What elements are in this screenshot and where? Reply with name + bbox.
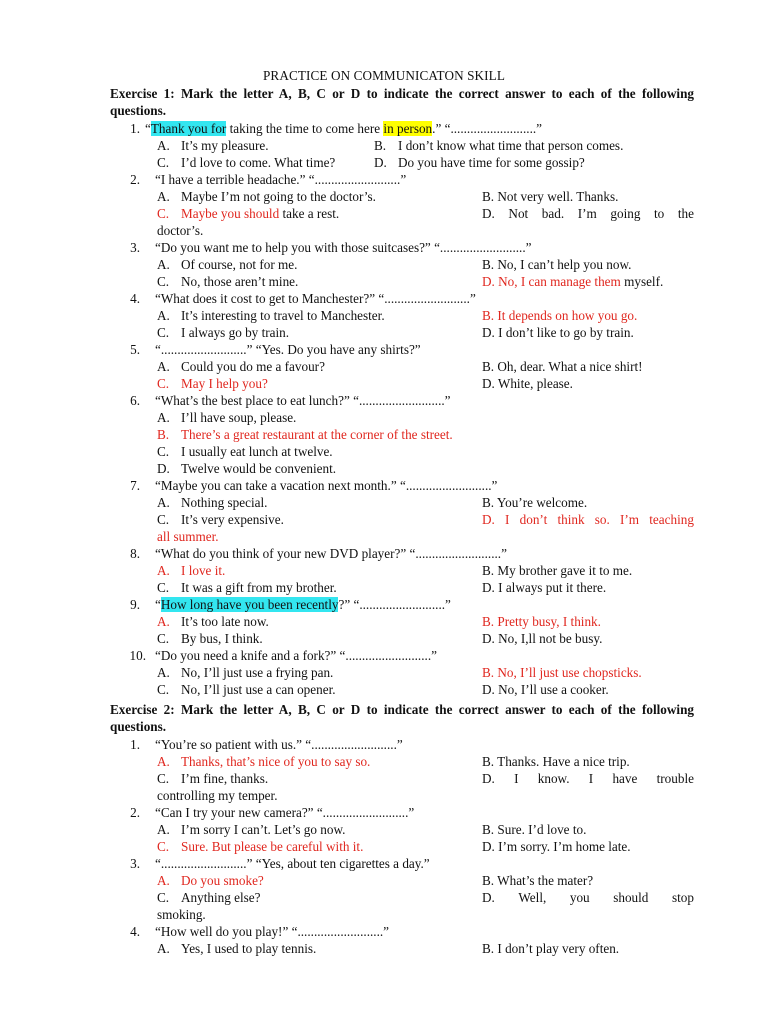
option-b	[482, 494, 587, 511]
option-a	[157, 358, 325, 375]
option-letter: C.	[157, 839, 170, 854]
option-b-correct	[482, 613, 601, 630]
word: D.	[482, 512, 495, 527]
option-letter: B.	[482, 308, 495, 323]
option-b-correct	[482, 307, 637, 324]
option-d	[482, 770, 694, 787]
option-c-correct	[157, 838, 363, 855]
word: know.	[537, 771, 570, 786]
option-c	[157, 154, 335, 171]
option-letter: C.	[157, 444, 170, 459]
option-letter: A.	[157, 359, 170, 374]
question-text: “Maybe you can take a vacation next month.” “..........................”	[155, 478, 498, 493]
question-number: 9.	[130, 597, 140, 612]
option-b	[482, 821, 586, 838]
option-a	[157, 409, 296, 426]
option-letter: A.	[157, 754, 170, 769]
question-text: “What do you think of your new DVD player?” “..........................”	[155, 546, 507, 561]
question-number: 7.	[130, 478, 140, 493]
option-letter: C.	[157, 325, 170, 340]
correct-answer-text: No, I can manage them	[498, 274, 621, 289]
page-title: PRACTICE ON COMMUNICATON SKILL	[263, 68, 505, 83]
option-text: take a rest.	[279, 206, 340, 221]
option-text: No, I’ll use a cooker.	[498, 682, 609, 697]
question-text	[145, 120, 542, 137]
option-letter: A.	[157, 941, 170, 956]
option-letter: B.	[374, 138, 387, 153]
option-letter: B.	[482, 189, 495, 204]
word: so.	[594, 512, 610, 527]
correct-answer-text: Do you smoke?	[181, 873, 264, 888]
option-text: Maybe I’m not going to the doctor’s.	[181, 189, 376, 204]
question-number: 3.	[130, 856, 140, 871]
option-text: It’s very expensive.	[181, 512, 284, 527]
option-d-continued: doctor’s.	[157, 223, 204, 238]
option-text: I don’t play very often.	[497, 941, 620, 956]
option-d-continued: controlling my temper.	[157, 788, 278, 803]
option-a	[157, 940, 316, 957]
word: D.	[482, 771, 495, 786]
option-letter: D.	[482, 631, 495, 646]
option-text: No, I’ll just use a can opener.	[181, 682, 336, 697]
question-text: “Do you want me to help you with those suitcases?” “..........................”	[155, 240, 532, 255]
option-letter: C.	[157, 890, 170, 905]
option-d	[482, 375, 573, 392]
question-text: “How well do you play!” “..........................”	[155, 924, 390, 939]
option-letter: D.	[482, 325, 495, 340]
correct-answer-text: There’s a great restaurant at the corner of the street.	[181, 427, 453, 442]
question-text: “Can I try your new camera?” “..........................”	[155, 805, 415, 820]
quote-open: “	[145, 121, 151, 136]
option-d	[482, 630, 602, 647]
question-text: “..........................” “Yes. Do you have any shirts?”	[155, 342, 421, 357]
word: Not	[508, 206, 529, 221]
word: I’m	[620, 512, 640, 527]
option-letter: A.	[157, 822, 170, 837]
option-d	[482, 273, 663, 290]
question-number: 10.	[129, 648, 146, 663]
question-text: “..........................” “Yes, about ten cigarettes a day.”	[155, 856, 430, 871]
question-number: 4.	[130, 291, 140, 306]
option-letter: C.	[157, 580, 170, 595]
option-text: Not very well. Thanks.	[497, 189, 619, 204]
option-c-correct	[157, 375, 268, 392]
option-text: You’re welcome.	[496, 495, 588, 510]
option-letter: D.	[482, 682, 495, 697]
correct-answer-text: Maybe you should	[181, 206, 280, 221]
option-text: By bus, I think.	[181, 631, 263, 646]
option-text: It’s interesting to travel to Manchester.	[181, 308, 385, 323]
correct-answer-text: No, I’ll just use chopsticks.	[497, 665, 642, 680]
option-letter: B.	[482, 563, 495, 578]
word: I	[514, 771, 519, 786]
option-letter: D.	[157, 461, 170, 476]
option-letter: A.	[157, 308, 170, 323]
option-letter: A.	[157, 410, 170, 425]
question-number: 6.	[130, 393, 140, 408]
option-text: No, I can’t help you now.	[497, 257, 632, 272]
option-letter: A.	[157, 563, 170, 578]
word: going	[610, 206, 641, 221]
option-letter: A.	[157, 873, 170, 888]
option-letter: A.	[157, 495, 170, 510]
option-text: White, please.	[497, 376, 573, 391]
option-text: I’m sorry. I’m home late.	[498, 839, 631, 854]
option-b-correct	[482, 664, 642, 681]
option-a-correct	[157, 562, 225, 579]
word: should	[613, 890, 649, 905]
question-number: 8.	[130, 546, 140, 561]
option-c	[157, 443, 333, 460]
word: don’t	[519, 512, 548, 527]
exercise2-heading: Exercise 2: Mark the letter A, B, C or D to indicate the correct answer to each of the following questions.	[110, 702, 694, 734]
option-text: No, I,ll not be busy.	[498, 631, 603, 646]
option-text: I always put it there.	[498, 580, 607, 595]
word: I	[588, 771, 594, 786]
option-letter: C.	[157, 682, 170, 697]
option-letter: C.	[157, 376, 170, 391]
option-letter: B.	[482, 665, 495, 680]
question-number: 5.	[130, 342, 140, 357]
option-letter: A.	[157, 614, 170, 629]
option-letter: B.	[482, 822, 495, 837]
option-d-continued: all summer.	[157, 529, 219, 544]
option-a	[157, 188, 376, 205]
option-text: It’s too late now.	[181, 614, 269, 629]
option-letter: B.	[482, 257, 495, 272]
option-c	[157, 205, 339, 222]
option-b	[374, 137, 623, 154]
option-text: My brother gave it to me.	[497, 563, 633, 578]
option-d-correct	[482, 511, 694, 528]
option-a-correct	[157, 753, 370, 770]
correct-answer-text: Thanks, that’s nice of you to say so.	[181, 754, 371, 769]
option-text: Oh, dear. What a nice shirt!	[497, 359, 643, 374]
word: have	[612, 771, 638, 786]
option-letter: C.	[157, 155, 170, 170]
option-letter: B.	[157, 427, 170, 442]
option-letter: C.	[157, 206, 170, 221]
option-text: It’s my pleasure.	[181, 138, 269, 153]
option-letter: D.	[374, 155, 387, 170]
option-c	[157, 889, 260, 906]
option-a	[157, 494, 267, 511]
option-text: Yes, I used to play tennis.	[181, 941, 317, 956]
option-d	[482, 579, 606, 596]
option-text: I usually eat lunch at twelve.	[181, 444, 333, 459]
option-a	[157, 613, 269, 630]
option-text: I’d love to come. What time?	[181, 155, 336, 170]
option-letter: C.	[157, 512, 170, 527]
option-a	[157, 821, 345, 838]
word: think	[557, 512, 585, 527]
option-letter: A.	[157, 189, 170, 204]
quote-open: “	[155, 597, 161, 612]
option-letter: B.	[482, 941, 495, 956]
option-d	[482, 681, 609, 698]
option-letter: B.	[482, 495, 495, 510]
option-text: What’s the mater?	[497, 873, 594, 888]
question-number: 3.	[130, 240, 140, 255]
option-text: No, I’ll just use a frying pan.	[181, 665, 334, 680]
word: stop	[671, 890, 694, 905]
question-number: 4.	[130, 924, 140, 939]
question-text: “What does it cost to get to Manchester?” “..........................”	[155, 291, 476, 306]
option-a	[157, 307, 385, 324]
word: I	[505, 512, 510, 527]
option-text: It was a gift from my brother.	[181, 580, 337, 595]
option-b	[482, 872, 593, 889]
option-text: Twelve would be convenient.	[181, 461, 337, 476]
text-end: .” “..........................”	[432, 121, 543, 136]
option-c	[157, 630, 263, 647]
option-letter: D.	[482, 839, 495, 854]
highlight-in-person: in person	[383, 121, 433, 136]
option-text: I don’t like to go by train.	[498, 325, 634, 340]
option-c	[157, 324, 289, 341]
highlight-thank-you-for: Thank you for	[150, 121, 227, 136]
option-letter: A.	[157, 138, 170, 153]
option-text: Nothing special.	[181, 495, 268, 510]
option-b	[482, 188, 618, 205]
text-end: ?” “..........................”	[338, 597, 451, 612]
word: trouble	[656, 771, 694, 786]
question-number: 2.	[130, 805, 140, 820]
option-b	[482, 562, 632, 579]
text-middle: taking the time to come here	[226, 121, 384, 136]
option-c	[157, 579, 337, 596]
option-letter: C.	[157, 771, 170, 786]
option-c	[157, 770, 268, 787]
question-text: “You’re so patient with us.” “..........................”	[155, 737, 403, 752]
word: I’m	[577, 206, 597, 221]
option-letter: B.	[482, 359, 495, 374]
exercise1-heading: Exercise 1: Mark the letter A, B, C or D to indicate the correct answer to each of the following questions.	[110, 86, 694, 118]
option-letter: C.	[157, 274, 170, 289]
option-c	[157, 511, 284, 528]
option-letter: B.	[482, 873, 495, 888]
option-a	[157, 137, 269, 154]
option-text: Could you do me a favour?	[181, 359, 325, 374]
option-text: Do you have time for some gossip?	[398, 155, 585, 170]
option-text: I always go by train.	[181, 325, 290, 340]
option-b	[482, 753, 630, 770]
word: bad.	[541, 206, 565, 221]
word: D.	[482, 890, 495, 905]
option-d	[482, 889, 694, 906]
option-d-continued: smoking.	[157, 907, 206, 922]
option-text: Of course, not for me.	[181, 257, 298, 272]
question-text: “Do you need a knife and a fork?” “..........................”	[155, 648, 437, 663]
correct-answer-text: I love it.	[181, 563, 226, 578]
word: the	[677, 206, 694, 221]
option-d	[482, 205, 694, 222]
option-letter: D.	[482, 580, 495, 595]
option-b	[482, 940, 619, 957]
option-d	[374, 154, 585, 171]
word: to	[654, 206, 665, 221]
option-text: I don’t know what time that person comes.	[398, 138, 624, 153]
correct-answer-text: It depends on how you go.	[497, 308, 638, 323]
option-letter: D.	[482, 376, 495, 391]
option-b	[482, 256, 631, 273]
correct-answer-text: May I help you?	[181, 376, 268, 391]
option-c	[157, 681, 336, 698]
option-d	[482, 838, 631, 855]
question-number: 2.	[130, 172, 140, 187]
option-text: Thanks. Have a nice trip.	[497, 754, 630, 769]
question-text	[155, 596, 451, 613]
question-text: “I have a terrible headache.” “..........................”	[155, 172, 407, 187]
option-b-correct	[157, 426, 453, 443]
correct-answer-text: Pretty busy, I think.	[497, 614, 601, 629]
option-text: Anything else?	[181, 890, 261, 905]
highlight-question: How long have you been recently	[160, 597, 339, 612]
word: teaching	[649, 512, 694, 527]
option-c	[157, 273, 298, 290]
option-a	[157, 664, 333, 681]
option-b	[482, 358, 643, 375]
word: Well,	[518, 890, 547, 905]
option-letter: B.	[482, 614, 495, 629]
option-text: I’ll have soup, please.	[181, 410, 297, 425]
option-text: I’m fine, thanks.	[181, 771, 269, 786]
option-d	[157, 460, 336, 477]
correct-answer-text: Sure. But please be careful with it.	[181, 839, 364, 854]
option-a	[157, 256, 297, 273]
option-text: I’m sorry I can’t. Let’s go now.	[181, 822, 346, 837]
option-d	[482, 324, 634, 341]
option-text: Sure. I’d love to.	[497, 822, 587, 837]
option-text: No, those aren’t mine.	[181, 274, 299, 289]
option-a-correct	[157, 872, 264, 889]
option-letter: C.	[157, 631, 170, 646]
option-letter: B.	[482, 754, 495, 769]
question-number: 1.	[130, 737, 140, 752]
word: you	[569, 890, 590, 905]
option-letter: A.	[157, 665, 170, 680]
option-text: myself.	[620, 274, 664, 289]
word: D.	[482, 206, 495, 221]
question-number: 1.	[130, 121, 140, 136]
option-letter: A.	[157, 257, 170, 272]
option-letter: D.	[482, 274, 495, 289]
question-text: “What’s the best place to eat lunch?” “..........................”	[155, 393, 451, 408]
